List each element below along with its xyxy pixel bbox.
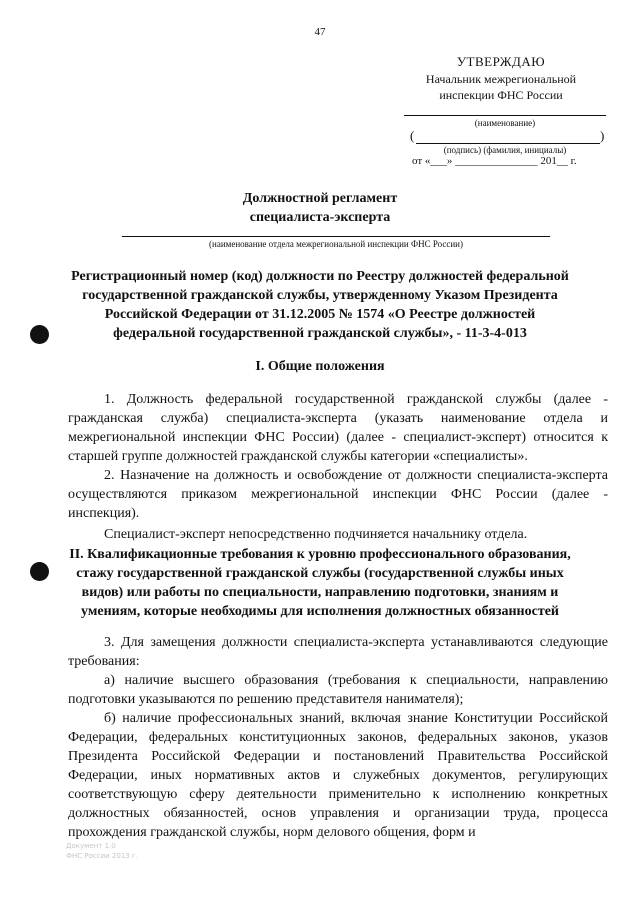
page-number: 47 [314, 26, 326, 38]
approve-date-line: от «___» _______________ 201__ г. [412, 155, 577, 167]
footer-stamp-line1: Документ 1.0 [66, 842, 116, 850]
dept-blank-line [122, 236, 550, 237]
section2-item-a: а) наличие высшего образования (требования к специальности, направлению подготовки указываются по решению представителя нанимателя); [68, 673, 608, 707]
dept-caption: (наименование отдела межрегиональной инспекции ФНС России) [209, 239, 463, 249]
name-blank-line [404, 115, 606, 116]
section1-paragraph-3: Специалист-эксперт непосредственно подчиняется начальнику отдела. [104, 527, 528, 542]
section1-paragraph-2: 2. Назначение на должность и освобождение от должности специалиста-эксперта осуществляются приказом межрегиональной инспекции ФНС России (далее - инспекция). [68, 468, 608, 521]
approve-position-line1: Начальник межрегиональной [425, 72, 577, 86]
section2-heading: II. Квалификационные требования к уровню профессионального образования, стажу государственной гражданской службы (государственной службы иных видов) или работы по специальности, направлению подготовки, знаниям и умениям, которые необходимы для исполнения должностных обязанностей [69, 547, 571, 619]
section2-item-b: б) наличие профессиональных знаний, включая знание Конституции Российской Федерации, федеральных конституционных законов, федеральных законов, указов Президента Российской Федерации и постановлений Правительства Российской Федерации, иных нормативных актов и служебных документов, регулирующих соответствующую сферу деятельности применительно к исполнению конкретных должностных обязанностей, основ управления и организации труда, процесса прохождения гражданской службы, норм делового общения, форм и [68, 711, 608, 840]
section1-heading: I. Общие положения [255, 359, 385, 374]
punch-hole-mark [30, 325, 49, 344]
section1-body [68, 390, 608, 544]
doc-title-line2: специалиста-эксперта [249, 210, 391, 225]
sign-paren-open: ( [410, 128, 415, 143]
registration-number: Регистрационный номер (код) должности по Реестру должностей федеральной государственной гражданской службы, утвержденному Указом Президента Российской Федерации от 31.12.2005 № 1574 «О Реестре должностей федеральной государственной гражданской службы», - 11-3-4-013 [71, 269, 569, 341]
section1-paragraph-1: 1. Должность федеральной государственной гражданской службы (далее - гражданская служба) специалиста-эксперта (указать наименование отдела и межрегиональной инспекции ФНС России) (далее - специалист-эксперт) относится к старшей группе должностей гражданской службы категории «специалисты». [68, 392, 608, 464]
sign-paren-close: ) [600, 128, 605, 143]
footer-stamp-line2: ФНС России 2013 г. [66, 852, 138, 860]
approve-title: УТВЕРЖДАЮ [456, 54, 546, 69]
approve-position-line2: инспекции ФНС России [439, 88, 563, 102]
name-caption: (наименование) [474, 118, 536, 128]
doc-title-line1: Должностной регламент [242, 191, 398, 206]
sign-caption: (подпись) (фамилия, инициалы) [443, 145, 567, 155]
punch-hole-mark [30, 562, 49, 581]
sign-blank-line [416, 143, 600, 144]
section2-body [68, 633, 608, 842]
section2-paragraph-3: 3. Для замещения должности специалиста-эксперта устанавливаются следующие требования: [68, 635, 608, 669]
